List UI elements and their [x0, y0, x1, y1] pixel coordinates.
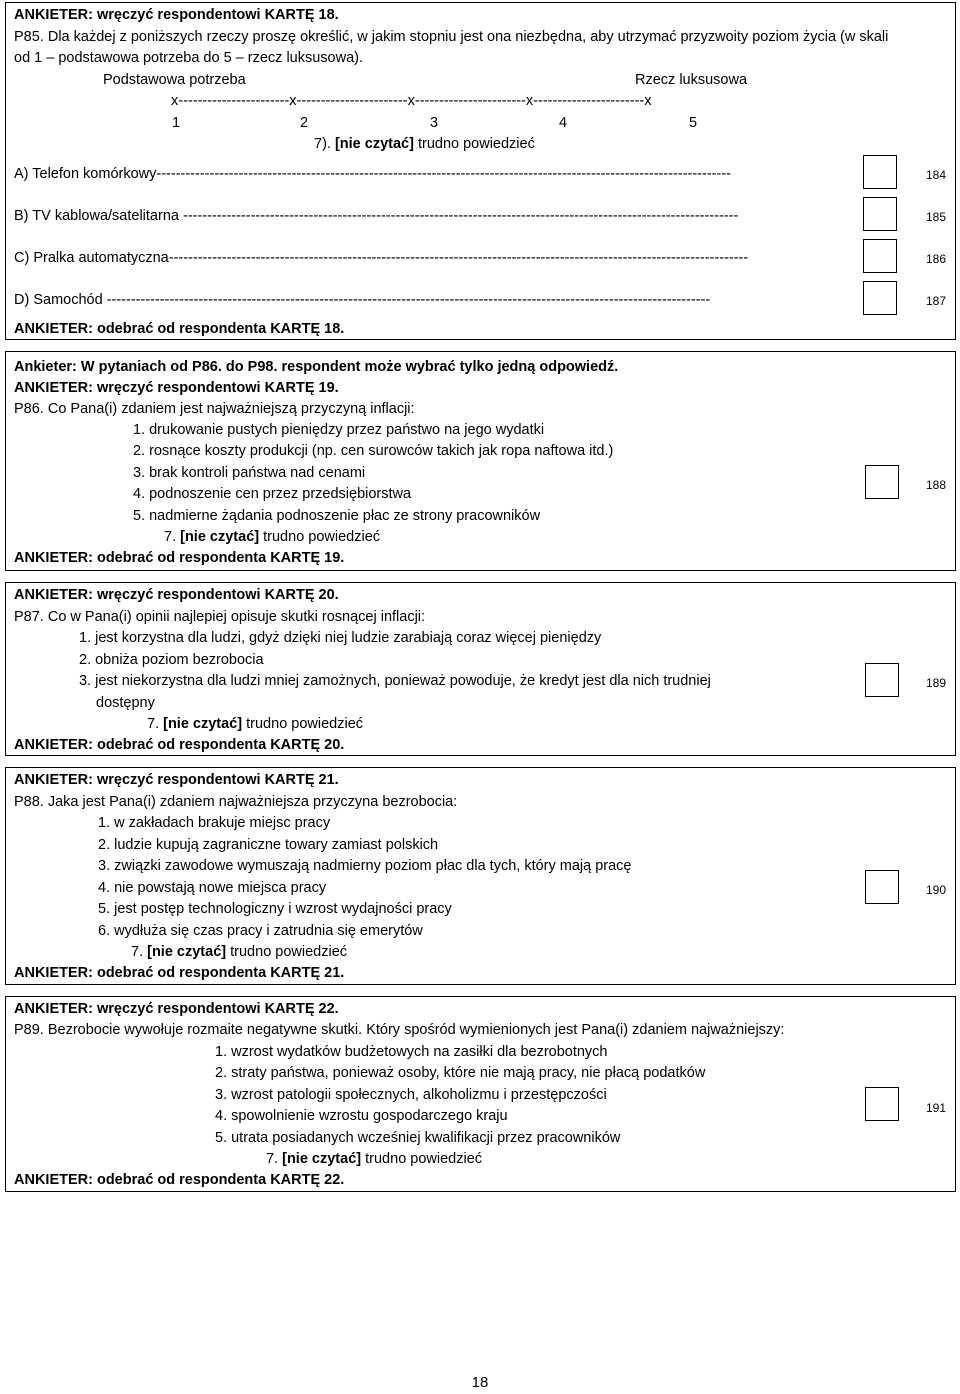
p87-option-3-cont: dostępny	[96, 695, 155, 711]
p85-footer: ANKIETER: odebrać od respondenta KARTĘ 18.	[14, 321, 345, 337]
dk-text: trudno powiedzieć	[361, 1151, 483, 1167]
item-c-row	[14, 248, 784, 270]
item-a-answer-box[interactable]	[863, 155, 897, 189]
item-c-answer-box[interactable]	[863, 239, 897, 273]
p89-footer: ANKIETER: odebrać od respondenta KARTĘ 22.	[14, 1172, 345, 1188]
p88-dont-know	[131, 942, 347, 964]
p88-option-1: 1. w zakładach brakuje miejsc pracy	[98, 815, 331, 831]
p88-option-6: 6. wydłuża się czas pracy i zatrudnia się emerytów	[98, 923, 423, 939]
p86-option-5: 5. nadmierne żądania podnoszenie płac ze strony pracowników	[133, 508, 541, 524]
dk-text: trudno powiedzieć	[259, 529, 381, 545]
item-c-label: C) Pralka automatyczna	[14, 250, 169, 266]
p86-code: 188	[926, 478, 947, 492]
p89-code: 191	[926, 1101, 947, 1115]
p86-option-1: 1. drukowanie pustych pieniędzy przez państwo na jego wydatki	[133, 422, 545, 438]
dk-prefix: 7.	[164, 529, 181, 545]
dk-bold: [nie czytać]	[147, 944, 227, 960]
item-d-code: 187	[926, 294, 947, 308]
item-d-answer-box[interactable]	[863, 281, 897, 315]
p87-footer: ANKIETER: odebrać od respondenta KARTĘ 20.	[14, 737, 345, 753]
p86-option-2: 2. rosnące koszty produkcji (np. cen surowców takich jak ropa naftowa itd.)	[133, 443, 614, 459]
p86-section	[5, 351, 956, 571]
p86-note: Ankieter: W pytaniach od P86. do P98. respondent może wybrać tylko jedną odpowiedź.	[14, 359, 619, 375]
p85-section	[5, 2, 956, 340]
p87-answer-box[interactable]	[865, 663, 899, 697]
item-d-dashes: -----------------------------------------------------------------------------------------------------------------------------	[106, 292, 711, 308]
dk-bold: [nie czytać]	[282, 1151, 362, 1167]
dk-prefix: 7.	[147, 716, 164, 732]
item-a-row	[14, 164, 784, 186]
item-a-code: 184	[926, 168, 947, 182]
item-b-answer-box[interactable]	[863, 197, 897, 231]
page-number: 18	[471, 1374, 489, 1391]
scale-num-1: 1	[172, 115, 181, 131]
p88-option-4: 4. nie powstają nowe miejsca pracy	[98, 880, 327, 896]
scale-num-3: 3	[430, 115, 439, 131]
p88-option-3: 3. związki zawodowe wymuszają nadmierny poziom płac dla tych, który mają pracę	[98, 858, 632, 874]
dk-text: trudno powiedzieć	[242, 716, 364, 732]
p89-header: ANKIETER: wręczyć respondentowi KARTĘ 22.	[14, 1001, 339, 1017]
p88-answer-box[interactable]	[865, 870, 899, 904]
p88-option-5: 5. jest postęp technologiczny i wzrost wydajności pracy	[98, 901, 452, 917]
dk-bold: [nie czytać]	[334, 136, 414, 152]
scale-line: x-----------------------x-----------------------x-----------------------x-----------------------x	[171, 93, 652, 109]
dk-prefix: 7.	[131, 944, 148, 960]
p89-option-3: 3. wzrost patologii społecznych, alkoholizmu i przestępczości	[215, 1087, 607, 1103]
p89-section	[5, 996, 956, 1192]
item-b-label: B) TV kablowa/satelitarna	[14, 208, 183, 224]
p87-question: P87. Co w Pana(i) opinii najlepiej opisuje skutki rosnącej inflacji:	[14, 609, 426, 625]
p87-option-1: 1. jest korzystna dla ludzi, gdyż dzięki niej ludzie zarabiają coraz więcej pieniędzy	[79, 630, 602, 646]
p85-question-line1: P85. Dla każdej z poniższych rzeczy proszę określić, w jakim stopniu jest ona niezbędna, aby utrzymać przyzwoity poziom życia (w skali	[14, 29, 889, 45]
scale-right-label: Rzecz luksusowa	[635, 72, 748, 88]
dk-text: trudno powiedzieć	[226, 944, 348, 960]
p86-answer-box[interactable]	[865, 465, 899, 499]
scale-num-5: 5	[689, 115, 698, 131]
p86-dont-know	[164, 527, 380, 549]
p86-option-3: 3. brak kontroli państwa nad cenami	[133, 465, 366, 481]
p86-header: ANKIETER: wręczyć respondentowi KARTĘ 19.	[14, 380, 339, 396]
dk-prefix: 7.	[266, 1151, 283, 1167]
p88-code: 190	[926, 883, 947, 897]
p85-header: ANKIETER: wręczyć respondentowi KARTĘ 18.	[14, 7, 339, 23]
item-d-label: D) Samochód	[14, 292, 107, 308]
p87-option-2: 2. obniża poziom bezrobocia	[79, 652, 264, 668]
p88-section	[5, 767, 956, 985]
p89-dont-know	[266, 1149, 482, 1171]
scale-num-2: 2	[300, 115, 309, 131]
p89-option-2: 2. straty państwa, ponieważ osoby, które nie mają pracy, nie płacą podatków	[215, 1065, 706, 1081]
item-b-row	[14, 206, 784, 228]
p87-section	[5, 582, 956, 756]
item-a-dashes: -----------------------------------------------------------------------------------------------------------------------	[156, 166, 731, 182]
dk-text: trudno powiedzieć	[413, 136, 535, 152]
scale-num-4: 4	[559, 115, 568, 131]
item-d-row	[14, 290, 784, 312]
p88-header: ANKIETER: wręczyć respondentowi KARTĘ 21.	[14, 772, 339, 788]
p86-option-4: 4. podnoszenie cen przez przedsiębiorstwa	[133, 486, 412, 502]
dk-bold: [nie czytać]	[180, 529, 260, 545]
p87-header: ANKIETER: wręczyć respondentowi KARTĘ 20.	[14, 587, 339, 603]
p87-dont-know	[147, 714, 363, 736]
scale-left-label: Podstawowa potrzeba	[103, 72, 246, 88]
p86-footer: ANKIETER: odebrać od respondenta KARTĘ 19.	[14, 550, 345, 566]
p86-question: P86. Co Pana(i) zdaniem jest najważniejszą przyczyną inflacji:	[14, 401, 415, 417]
item-c-dashes: ------------------------------------------------------------------------------------------------------------------------	[168, 250, 749, 266]
p88-question: P88. Jaka jest Pana(i) zdaniem najważniejsza przyczyna bezrobocia:	[14, 794, 458, 810]
p89-option-5: 5. utrata posiadanych wcześniej kwalifikacji przez pracowników	[215, 1130, 621, 1146]
p85-dont-know	[314, 134, 535, 156]
p87-code: 189	[926, 676, 947, 690]
dk-prefix: 7).	[314, 136, 335, 152]
p89-question: P89. Bezrobocie wywołuje rozmaite negatywne skutki. Który spośród wymienionych jest Pana(i) zdaniem najważniejszy:	[14, 1022, 785, 1038]
p89-option-1: 1. wzrost wydatków budżetowych na zasiłki dla bezrobotnych	[215, 1044, 608, 1060]
p89-answer-box[interactable]	[865, 1087, 899, 1121]
p87-option-3: 3. jest niekorzystna dla ludzi mniej zamożnych, ponieważ powoduje, że kredyt jest dla nich trudniej	[79, 673, 711, 689]
item-c-code: 186	[926, 252, 947, 266]
p85-question-line2: od 1 – podstawowa potrzeba do 5 – rzecz luksusowa).	[14, 50, 364, 66]
item-b-dashes: -------------------------------------------------------------------------------------------------------------------	[182, 208, 739, 224]
item-a-label: A) Telefon komórkowy	[14, 166, 157, 182]
dk-bold: [nie czytać]	[163, 716, 243, 732]
item-b-code: 185	[926, 210, 947, 224]
p89-option-4: 4. spowolnienie wzrostu gospodarczego kraju	[215, 1108, 508, 1124]
p88-footer: ANKIETER: odebrać od respondenta KARTĘ 21.	[14, 965, 345, 981]
p88-option-2: 2. ludzie kupują zagraniczne towary zamiast polskich	[98, 837, 439, 853]
